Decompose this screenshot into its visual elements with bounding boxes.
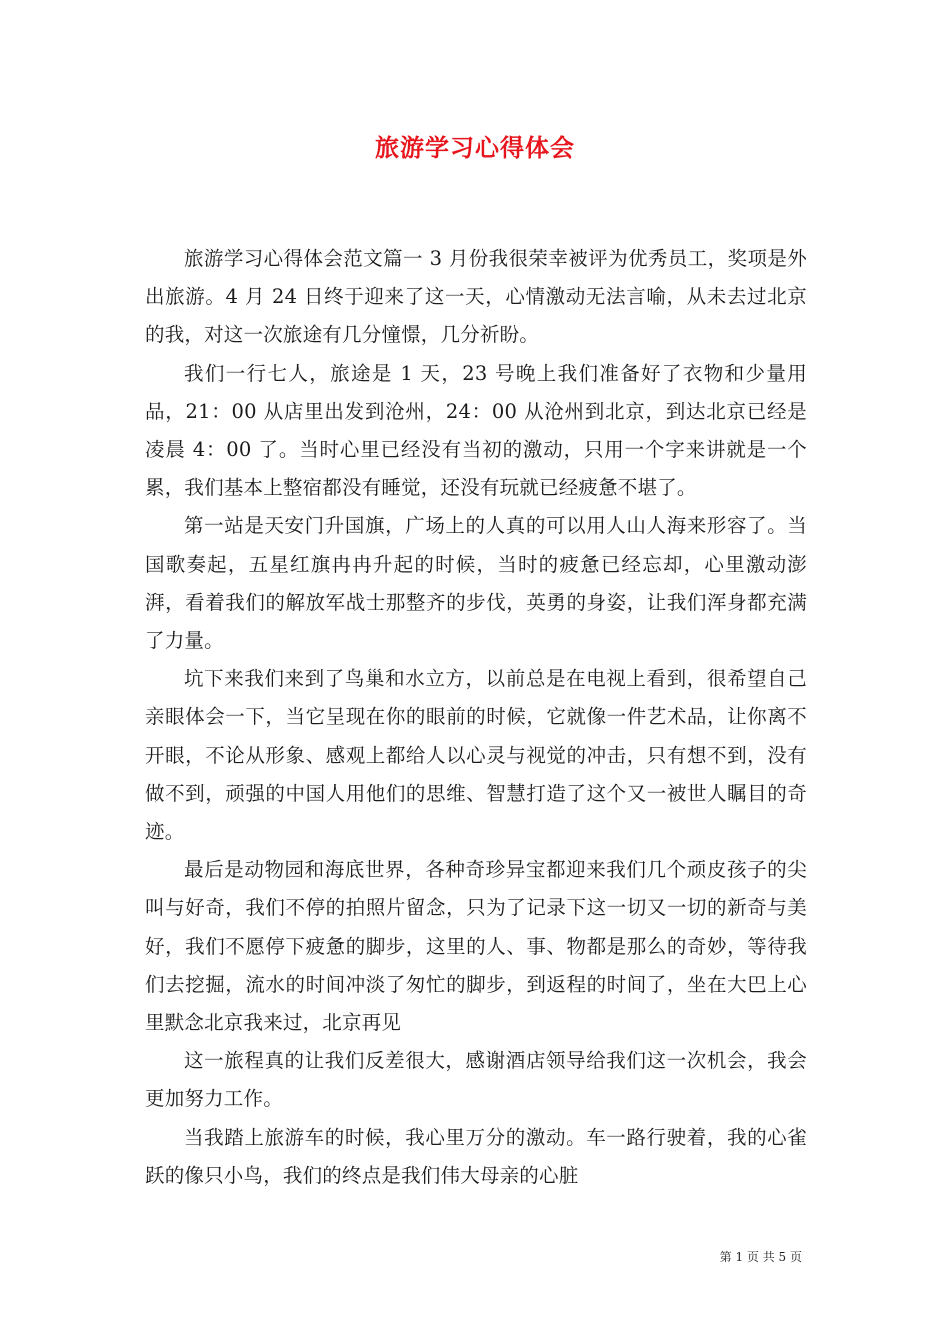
page-number: 第 1 页 共 5 页 [719, 1250, 802, 1264]
paragraph: 坑下来我们来到了鸟巢和水立方，以前总是在电视上看到，很希望自己亲眼体会一下，当它呈现在你的眼前的时候，它就像一件艺术品，让你离不开眼，不论从形象、感观上都给人以心灵与视觉的冲击，只有想不到，没有做不到，顽强的中国人用他们的思维、智慧打造了这个又一被世人瞩目的奇迹。 [145, 667, 807, 844]
paragraph: 第一站是天安门升国旗，广场上的人真的可以用人山人海来形容了。当国歌奏起，五星红旗冉冉升起的时候，当时的疲惫已经忘却，心里激动澎湃，看着我们的解放军战士那整齐的步伐，英勇的身姿，让我们浑身都充满了力量。 [145, 514, 807, 653]
document-body [145, 240, 807, 1195]
page-title: 旅游学习心得体会 [375, 133, 575, 162]
paragraph: 当我踏上旅游车的时候，我心里万分的激动。车一路行驶着，我的心雀跃的像只小鸟，我们的终点是我们伟大母亲的心脏 [145, 1125, 807, 1187]
paragraph: 这一旅程真的让我们反差很大，感谢酒店领导给我们这一次机会，我会更加努力工作。 [145, 1049, 807, 1111]
paragraph: 旅游学习心得体会范文篇一 3 月份我很荣幸被评为优秀员工，奖项是外出旅游。4 月 24 日终于迎来了这一天，心情激动无法言喻，从未去过北京的我，对这一次旅途有几分憧憬，几分祈盼。 [145, 247, 807, 347]
paragraph: 我们一行七人，旅途是 1 天，23 号晚上我们准备好了衣物和少量用品，21：00 从店里出发到沧州，24：00 从沧州到北京，到达北京已经是凌晨 4：00 了。当时心里已经没有当初的激动，只用一个字来讲就是一个累，我们基本上整宿都没有睡觉，还没有玩就已经疲惫不堪了。 [145, 361, 807, 500]
paragraph: 最后是动物园和海底世界，各种奇珍异宝都迎来我们几个顽皮孩子的尖叫与好奇，我们不停的拍照片留念，只为了记录下这一切又一切的新奇与美好，我们不愿停下疲惫的脚步，这里的人、事、物都是那么的奇妙，等待我们去挖掘，流水的时间冲淡了匆忙的脚步，到返程的时间了，坐在大巴上心里默念北京我来过，北京再见 [145, 858, 807, 1035]
